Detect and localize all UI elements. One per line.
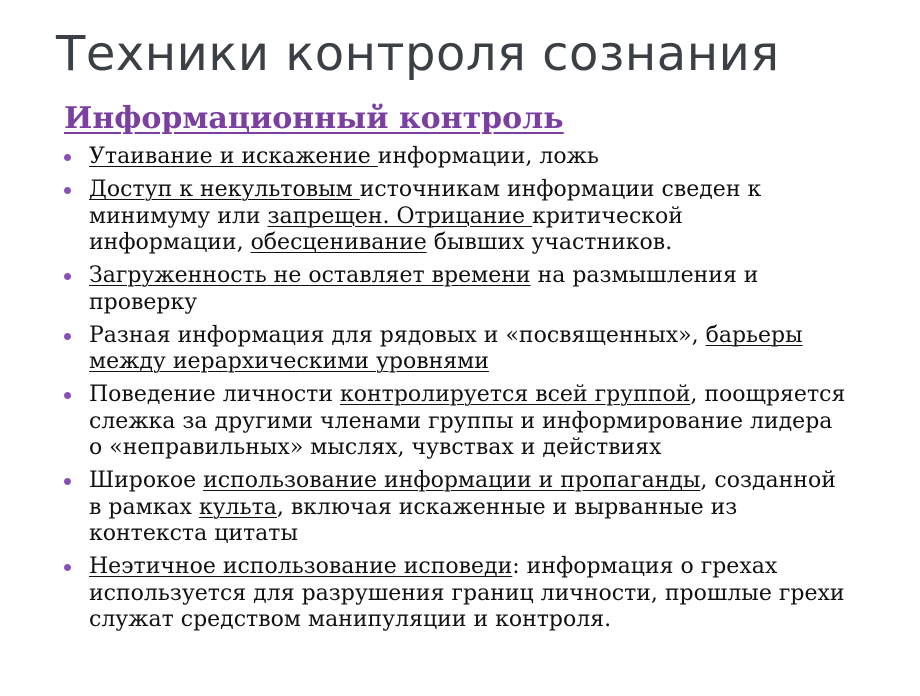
bullet-text: , созданной — [700, 468, 836, 493]
underlined-text: обесценивание — [250, 230, 427, 255]
bullet-text: слежка за другими членами группы и информирование лидера — [89, 408, 833, 434]
bullet-text: используется для разрушения границ личности, прошлые грехи — [89, 580, 845, 606]
bullet-dot-icon — [64, 273, 71, 280]
bullet-item — [64, 468, 904, 548]
bullet-item — [64, 323, 904, 376]
bullet-item — [64, 263, 904, 316]
bullet-dot-icon — [64, 154, 71, 161]
bullet-text: минимуму или — [89, 203, 268, 229]
bullet-text: в рамках — [89, 494, 199, 520]
underlined-text: барьеры — [705, 322, 803, 348]
bullet-text: , поощряется — [690, 382, 846, 407]
bullet-item — [64, 554, 904, 634]
bullet-text: Поведение личности — [89, 382, 340, 407]
bullet-item — [64, 144, 904, 171]
bullet-text: контекста цитаты — [89, 521, 298, 546]
slide-subtitle: Информационный контроль — [64, 101, 564, 136]
bullet-text: Широкое — [89, 468, 204, 493]
underlined-text: Загруженность не оставляет времени — [89, 263, 531, 288]
bullet-list — [64, 144, 904, 640]
bullet-dot-icon — [64, 333, 71, 340]
underlined-text: Доступ к некультовым — [89, 177, 360, 202]
underlined-text: использование информации и пропаганды — [203, 468, 701, 493]
bullet-text: проверку — [89, 289, 198, 315]
bullet-text: : информация о грехах — [512, 554, 778, 579]
bullet-dot-icon — [64, 478, 71, 485]
underlined-text: контролируется всей группой — [339, 382, 691, 407]
bullet-dot-icon — [64, 392, 71, 399]
bullet-text: на размышления и — [530, 263, 759, 288]
underlined-text: Неэтичное использование исповеди — [89, 554, 513, 579]
bullet-text: информации, — [89, 230, 251, 255]
underlined-text: запрещен. Отрицание — [267, 203, 533, 229]
bullet-text: источникам информации сведен к — [359, 177, 762, 202]
bullet-text: , включая искаженные и вырванные из — [276, 494, 738, 520]
bullet-item — [64, 382, 904, 462]
bullet-dot-icon — [64, 187, 71, 194]
bullet-text: служат средством манипуляции и контроля. — [89, 607, 612, 632]
underlined-text: между иерархическими уровнями — [89, 349, 489, 374]
bullet-text: о «неправильных» мыслях, чувствах и действиях — [89, 435, 662, 460]
bullet-text: Разная информация для рядовых и «посвященных», — [89, 322, 706, 348]
bullet-text: критической — [532, 203, 683, 229]
slide-title: Техники контроля сознания — [56, 26, 780, 82]
bullet-dot-icon — [64, 564, 71, 571]
underlined-text: Утаивание и искажение — [89, 144, 378, 169]
bullet-text: бывших участников. — [426, 230, 673, 255]
bullet-text: информации, ложь — [377, 144, 599, 169]
underlined-text: культа — [198, 494, 277, 520]
bullet-item — [64, 177, 904, 257]
